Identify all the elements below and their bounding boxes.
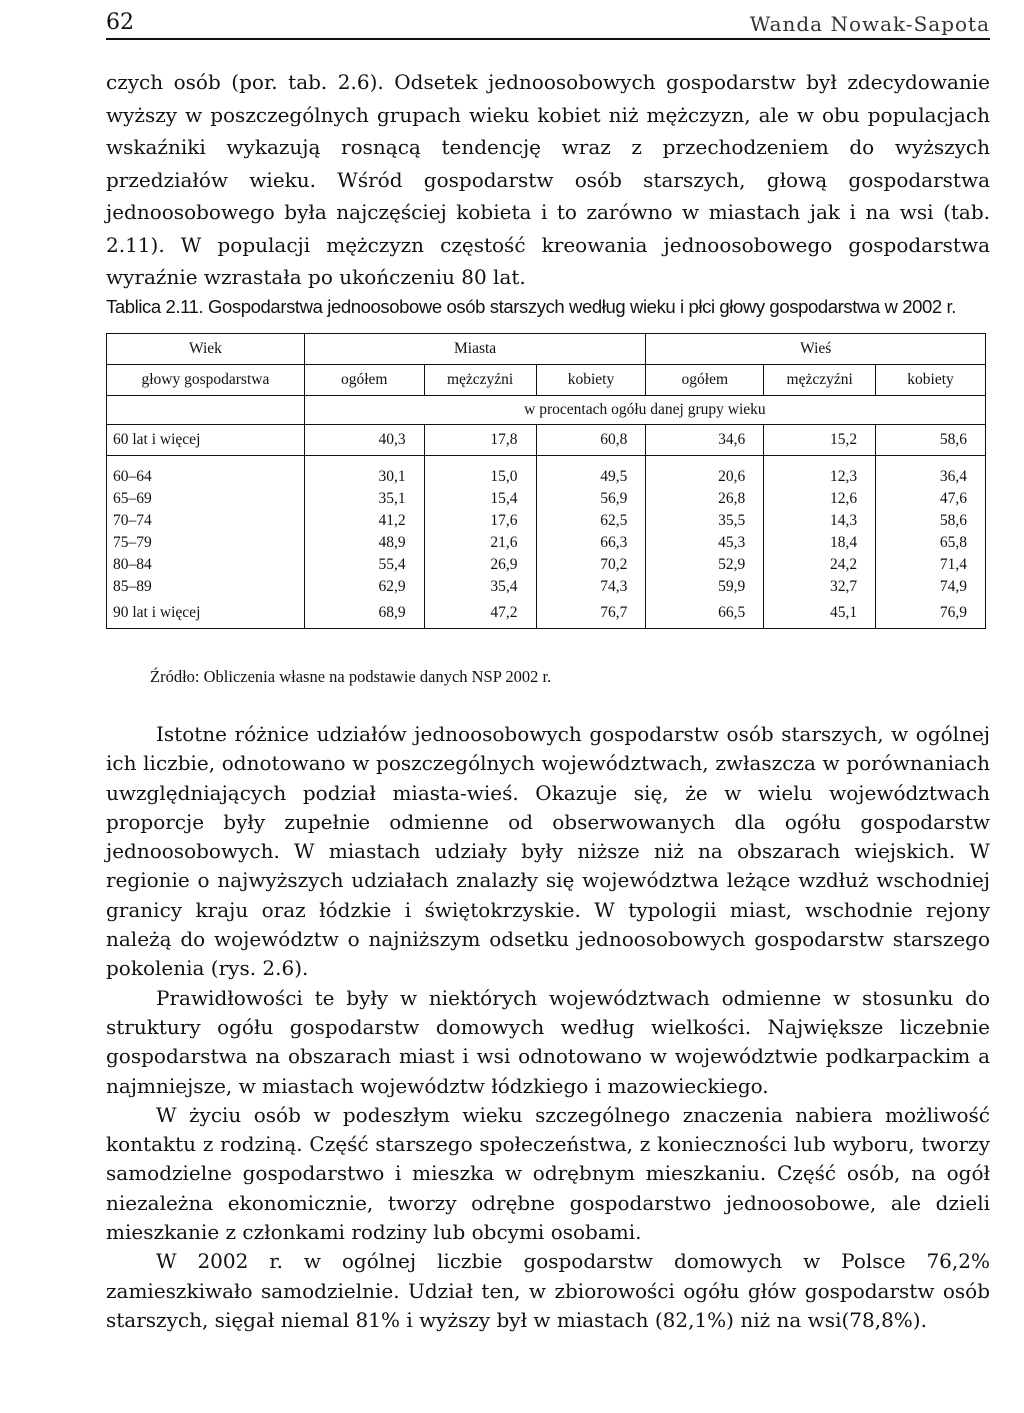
table-cell: 52,9	[646, 554, 764, 576]
paragraph: W 2002 r. w ogólnej liczbie gospodarstw domowych w Polsce 76,2% zamieszkiwało samodzielnie. Udział ten, w zbiorowości ogółu głów gospodarstw osób starszych, sięgał niemal 81% i wyższy był w miastach (82,1%) niż na wsi(78,8%).	[106, 1249, 990, 1332]
table-cell: 20,6	[646, 456, 764, 489]
table-row	[107, 532, 986, 554]
table-cell: 12,3	[764, 456, 876, 489]
header-blank	[107, 396, 305, 425]
row-label: 85–89	[107, 576, 305, 598]
row-label: 80–84	[107, 554, 305, 576]
table-cell: 35,1	[304, 488, 424, 510]
column-header: ogółem	[304, 365, 424, 396]
table-cell: 76,7	[536, 598, 646, 629]
table-cell: 17,8	[424, 425, 536, 456]
table-cell: 66,3	[536, 532, 646, 554]
table-cell: 15,0	[424, 456, 536, 489]
table-cell: 24,2	[764, 554, 876, 576]
table-row	[107, 598, 986, 629]
table-cell: 35,5	[646, 510, 764, 532]
table-cell: 65,8	[876, 532, 986, 554]
running-head: Wanda Nowak-Sapota	[749, 12, 990, 36]
intro-paragraph: czych osób (por. tab. 2.6). Odsetek jednoosobowych gospodarstw był zdecydowanie wyższy w poszczególnych grupach wieku kobiet niż mężczyzn, ale w obu populacjach wskaźniki wykazują rosnącą tendencję wraz z przechodzeniem do wyższych przedziałów wieku. Wśród gospodarstw osób starszych, głową gospodarstwa jednoosobowego była najczęściej kobieta i to zarówno w miastach jak i na wsi (tab. 2.11). W populacji mężczyzn częstość kreowania jednoosobowego gospodarstwa wyraźnie wzrastała po ukończeniu 80 lat.	[106, 70, 990, 289]
table-cell: 40,3	[304, 425, 424, 456]
table-cell: 34,6	[646, 425, 764, 456]
table-cell: 35,4	[424, 576, 536, 598]
paragraph: Istotne różnice udziałów jednoosobowych gospodarstw osób starszych, w ogólnej ich liczbie, odnotowano w poszczególnych województwach, zwłaszcza w porównaniach uwzględniających podział miasta-wieś. Okazuje się, że w wielu województwach proporcje były zupełnie odmienne od obserwowanych dla ogółu gospodarstw jednoosobowych. W miastach udziały były niższe niż na obszarach wiejskich. W regionie o najwyższych udziałach znalazły się województwa leżące wzdłuż wschodniej granicy kraju oraz łódzkie i świętokrzyskie. W typologii miast, wschodnie rejony należą do województw o najniższym odsetku jednoosobowych gospodarstw starszego pokolenia (rys. 2.6).	[106, 722, 990, 981]
data-table	[106, 333, 986, 629]
table-cell: 49,5	[536, 456, 646, 489]
header-wies: Wieś	[646, 334, 986, 365]
row-label: 90 lat i więcej	[107, 598, 305, 629]
table-cell: 66,5	[646, 598, 764, 629]
row-label: 65–69	[107, 488, 305, 510]
table-cell: 15,2	[764, 425, 876, 456]
table-cell: 58,6	[876, 510, 986, 532]
table-cell: 47,6	[876, 488, 986, 510]
unit-note: w procentach ogółu danej grupy wieku	[304, 396, 985, 425]
header-glowy-gospodarstwa: głowy gospodarstwa	[107, 365, 305, 396]
page-header	[106, 10, 990, 40]
table-cell: 30,1	[304, 456, 424, 489]
table-cell: 32,7	[764, 576, 876, 598]
table-cell: 17,6	[424, 510, 536, 532]
table-row	[107, 488, 986, 510]
column-header: mężczyźni	[764, 365, 876, 396]
column-header: kobiety	[876, 365, 986, 396]
row-label: 70–74	[107, 510, 305, 532]
table-cell: 47,2	[424, 598, 536, 629]
table-cell: 55,4	[304, 554, 424, 576]
paragraph: W życiu osób w podeszłym wieku szczególnego znaczenia nabiera możliwość kontaktu z rodziną. Część starszego społeczeństwa, z konieczności lub wyboru, tworzy samodzielne gospodarstwo i mieszka w odrębnym mieszkaniu. Część osób, na ogół niezależna ekonomicznie, tworzy odrębne gospodarstwo jednoosobowe, ale dzieli mieszkanie z członkami rodziny lub obcymi osobami.	[106, 1102, 990, 1245]
table-cell: 45,3	[646, 532, 764, 554]
table-row	[107, 554, 986, 576]
table-cell: 56,9	[536, 488, 646, 510]
table-cell: 26,9	[424, 554, 536, 576]
table-cell: 60,8	[536, 425, 646, 456]
body-text	[106, 720, 990, 1335]
page-number: 62	[106, 10, 134, 35]
paragraph: Prawidłowości te były w niektórych województwach odmienne w stosunku do struktury ogółu gospodarstw domowych według wielkości. Największe liczebnie gospodarstwa na obszarach miast i wsi odnotowano w województwie podkarpackim a najmniejsze, w miastach województw łódzkiego i mazowieckiego.	[106, 985, 990, 1098]
row-label: 75–79	[107, 532, 305, 554]
table-cell: 76,9	[876, 598, 986, 629]
table-cell: 62,5	[536, 510, 646, 532]
header-miasta: Miasta	[304, 334, 646, 365]
table-cell: 68,9	[304, 598, 424, 629]
table-cell: 12,6	[764, 488, 876, 510]
table-row-total	[107, 425, 986, 456]
table-cell: 21,6	[424, 532, 536, 554]
column-header: ogółem	[646, 365, 764, 396]
table-cell: 62,9	[304, 576, 424, 598]
column-header: mężczyźni	[424, 365, 536, 396]
table-cell: 15,4	[424, 488, 536, 510]
row-label: 60–64	[107, 456, 305, 489]
table-row	[107, 456, 986, 489]
table-caption: Tablica 2.11. Gospodarstwa jednoosobowe osób starszych według wieku i płci głowy gospodarstwa w 2002 r.	[106, 296, 957, 317]
table-source-note: Źródło: Obliczenia własne na podstawie danych NSP 2002 r.	[150, 667, 552, 686]
row-label: 60 lat i więcej	[107, 425, 305, 456]
table-cell: 14,3	[764, 510, 876, 532]
table-cell: 70,2	[536, 554, 646, 576]
table-cell: 45,1	[764, 598, 876, 629]
table-cell: 58,6	[876, 425, 986, 456]
table-cell: 74,3	[536, 576, 646, 598]
table-cell: 48,9	[304, 532, 424, 554]
table-cell: 41,2	[304, 510, 424, 532]
table-row	[107, 510, 986, 532]
header-wiek: Wiek	[107, 334, 305, 365]
column-header: kobiety	[536, 365, 646, 396]
table-cell: 18,4	[764, 532, 876, 554]
table-cell: 59,9	[646, 576, 764, 598]
table-cell: 26,8	[646, 488, 764, 510]
table-cell: 74,9	[876, 576, 986, 598]
table-cell: 71,4	[876, 554, 986, 576]
table-cell: 36,4	[876, 456, 986, 489]
table-row	[107, 576, 986, 598]
